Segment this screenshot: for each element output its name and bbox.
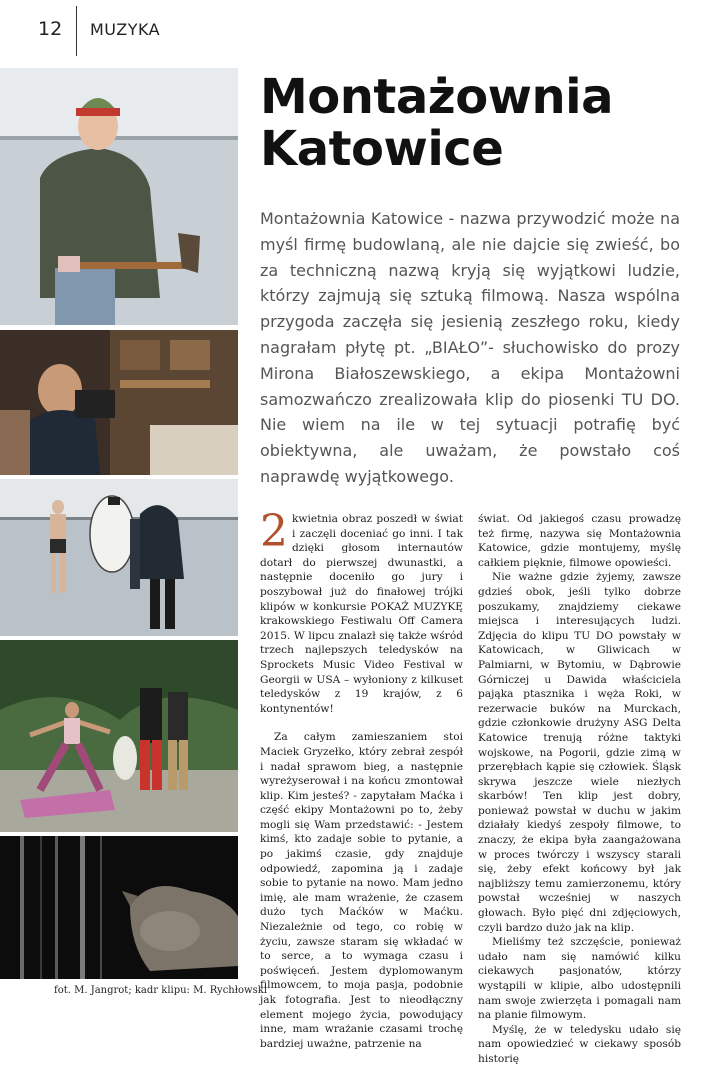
article-column-2 [478, 512, 681, 1067]
header-divider [76, 6, 77, 56]
paragraph: Myślę, że w teledysku udało się nam opowiedzieć w ciekawy sposób historię [478, 1023, 681, 1065]
photo-ice-film-set [0, 479, 238, 636]
article-lead: Montażownia Katowice - nazwa przywodzić może na myśl firmę budowlaną, ale nie dajcie się zwieść, bo za techniczną nazwą kryją się wyjątkowi ludzie, którzy zajmują się sztuką filmową. Nasza wspólna przygoda zaczęła się jesienią zeszłego roku, kiedy nagrałam płytę pt. „BIAŁO”- słuchowisko do prozy Mirona Białoszewskiego, a ekipa Montażowni samozwańczo zrealizowała klip do piosenki TU DO. Nie wiem na ile w tej sytuacji potrafię być obiektywna, ale uważam, że powstało coś naprawdę wyjątkowego. [260, 209, 680, 486]
photo-woman-with-axe [0, 68, 238, 325]
article-column-1 [260, 506, 463, 1051]
photo-wolf-film-still [0, 836, 238, 979]
title-line-1: Montażownia [260, 69, 614, 125]
article-title [260, 69, 700, 177]
paragraph: Nie ważne gdzie żyjemy, zawsze gdzieś obok, jeśli tylko dobrze poszukamy, znajdziemy ciekawe miejsca i interesujących ludzi. Zdjęcia do klipu TU DO powstały w Katowicach, w Gliwicach w Palmiarni, w Bytomiu, w Dąbrowie Górniczej u Dawida właściciela pająka ptasznika i węża Roki, w rezerwacie buków na Murckach, gdzie członkowie drużyny ASG Delta Katowice trenują różne taktyki wojskowe, na Pogorii, gdzie zimą w przerębłach kąpie się człowiek. Śląsk skrywa jeszcze wiele niezłych skarbów! Ten klip jest dobry, ponieważ powstał w duchu w jakim działały kiedyś zespoły filmowe, to znaczy, że ekipa była zaangażowana w proces twórczy i wszyscy starali się, żeby efekt końcowy był jak najbliższy temu zamierzonemu, który powstał wcześniej w naszych głowach. Było pięć dni zdjęciowych, czyli bardzo dużo jak na klip. [478, 571, 681, 934]
title-line-2: Katowice [260, 120, 504, 177]
photo-palm-house-set [0, 640, 238, 832]
photo-cameraman-indoors [0, 330, 238, 475]
paragraph: Mieliśmy też szczęście, ponieważ udało nam się namówić kilku ciekawych pasjonatów, którzy wystąpili w klipie, albo udostępnili nam swoje zwierzęta i pomagali nam na planie filmowym. [478, 936, 681, 1022]
section-label: MUZYKA [90, 20, 161, 39]
paragraph: świat. Od jakiegoś czasu prowadzę też firmę, nazywa się Montażownia Katowice, gdzie montujemy, myślę całkiem pięknie, filmowe opowieści. [478, 513, 681, 569]
paragraph: kwietnia obraz poszedł w świat i zaczęli doceniać go inni. I tak dzięki głosom internautów dotarł do pierwszej dwunastki, a następnie doceniło go jury i poszybował już do finałowej trójki klipów w konkursie POKAŻ MUZYKĘ krakowskiego Festiwalu Off Camera 2015. W lipcu znalazł się także wśród trzech najlepszych teledysków na Sprockets Music Video Festival w Georgii w USA – wyłoniony z kilkuset teledysków z 19 krajów, z 6 kontynentów! [260, 513, 463, 715]
paragraph: Za całym zamieszaniem stoi Maciek Gryzełko, który zebrał zespół i nadał sprawom bieg, a następnie wyreżyserował i na końcu zmontował klip. Kim jesteś? - zapytałam Maćka i część ekipy Montażowni po to, żeby mogli się Wam przedstawić: - Jestem kimś, kto zadaje sobie to pytanie, a po jakimś czasie, gdy znajduje odpowiedź, zapomina ją i zadaje sobie to pytanie na nowo. Mam jedno imię, ale mam wrażenie, że czasem dużo tych Maćków w Maćku. Niezależnie od tego, co robię w życiu, zawsze staram się wkładać w to serce, a to wymaga czasu i poświęceń. Jestem dyplomowanym filmowcem, to moja pasja, podobnie jak fotografia. Jest to nieodłączny element mojego życia, powodujący inne, mam wrażanie czasami trochę bardziej uważne, patrzenie na [260, 731, 463, 1050]
photo-credit: fot. M. Jangrot; kadr klipu: M. Rychłowski [54, 985, 267, 996]
drop-cap: 2 [260, 506, 288, 557]
page-number: 12 [38, 18, 63, 40]
